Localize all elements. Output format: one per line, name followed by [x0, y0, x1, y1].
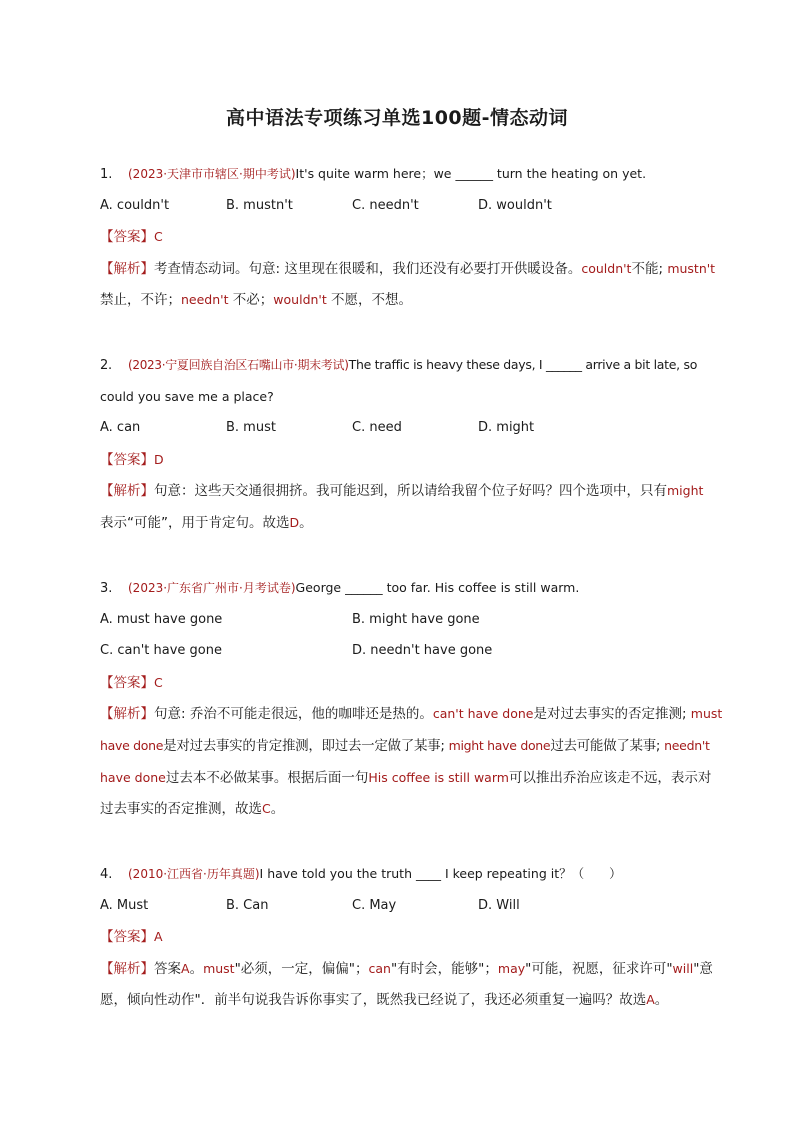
question-stem	[100, 572, 722, 604]
analysis-line	[100, 984, 722, 1016]
question-text: It's quite warm here；we ______ turn the heating on yet.	[295, 166, 647, 181]
keyword: can't have done	[432, 706, 534, 722]
analysis-text: 句意: 乔治不可能走很远，他的咖啡还是热的。	[154, 706, 433, 723]
question-source: (2023·天津市市辖区·期中考试)	[128, 167, 296, 181]
analysis-text: 过去事实的否定推测，故选	[100, 801, 262, 818]
option-d[interactable]: D. needn't have gone	[352, 643, 493, 659]
options-row	[100, 635, 722, 667]
keyword: must	[203, 960, 235, 976]
question-text: The traffic is heavy these days, I ______ arrive a bit late, so	[348, 357, 698, 372]
question-stem-continued	[100, 381, 722, 413]
analysis-text: 。	[654, 992, 669, 1009]
analysis-text: 。	[299, 514, 313, 531]
answer-tag: 【答案】	[100, 674, 154, 691]
option-a[interactable]: A. must have gone	[100, 611, 223, 627]
analysis-text: 不必；	[228, 292, 274, 309]
question-3	[100, 572, 722, 825]
analysis-tag: 【解析】	[100, 706, 154, 723]
answer-line	[100, 221, 722, 253]
question-number: 3.	[100, 581, 113, 596]
question-text: could you save me a place?	[100, 388, 274, 404]
keyword: may	[497, 960, 526, 976]
answer-value: C	[154, 674, 163, 690]
analysis-text: 不能;	[631, 260, 668, 277]
option-b[interactable]: B. Can	[226, 897, 269, 913]
analysis-text: 可以推出乔治应该走不远，表示对	[508, 769, 712, 786]
question-4	[100, 858, 722, 1016]
option-a[interactable]: A. can	[100, 420, 141, 436]
analysis-line	[100, 762, 722, 794]
analysis-text: "必须，一定，偏偏"；	[234, 960, 369, 977]
question-source: (2010·江西省·历年真题)	[128, 867, 260, 881]
analysis-line	[100, 253, 722, 285]
keyword: couldn't	[581, 260, 632, 276]
option-b[interactable]: B. mustn't	[226, 197, 293, 213]
analysis-tag: 【解析】	[100, 260, 154, 277]
option-b[interactable]: B. must	[226, 420, 276, 436]
answer-value: A	[154, 929, 163, 945]
options-row	[100, 890, 722, 922]
question-text: I have told you the truth ____ I keep repeating it？（ ）	[259, 866, 622, 881]
analysis-text: "意	[693, 960, 713, 977]
analysis-text: "可能，祝愿，征求许可"	[525, 960, 673, 977]
analysis-text: 答案	[154, 960, 181, 977]
question-2	[100, 349, 722, 539]
analysis-line	[100, 698, 722, 730]
answer-line	[100, 667, 722, 699]
keyword: might have done	[448, 737, 551, 753]
answer-tag: 【答案】	[100, 229, 154, 246]
question-number: 1.	[100, 167, 113, 182]
analysis-text: 禁止，不许；	[100, 292, 181, 309]
option-b[interactable]: B. might have gone	[352, 611, 480, 627]
option-c[interactable]: C. need	[352, 420, 402, 436]
keyword: might	[667, 483, 704, 499]
question-stem	[100, 349, 722, 381]
answer-tag: 【答案】	[100, 451, 154, 468]
option-c[interactable]: C. can't have gone	[100, 643, 222, 659]
analysis-text: 过去本不必做某事。根据后面一句	[165, 769, 369, 786]
keyword: A	[646, 992, 655, 1008]
answer-line	[100, 921, 722, 953]
keyword: needn't	[181, 292, 229, 308]
analysis-tag: 【解析】	[100, 483, 154, 500]
answer-value: C	[154, 229, 163, 245]
analysis-text: "有时会，能够"；	[390, 960, 498, 977]
option-d[interactable]: D. might	[478, 420, 535, 436]
analysis-text: 是对过去事实的否定推测;	[533, 706, 691, 723]
answer-value: D	[154, 451, 164, 467]
answer-tag: 【答案】	[100, 929, 154, 946]
question-stem	[100, 858, 722, 890]
keyword: have done	[100, 737, 164, 753]
option-a[interactable]: A. couldn't	[100, 197, 170, 213]
analysis-line	[100, 730, 722, 762]
options-row	[100, 412, 722, 444]
option-a[interactable]: A. Must	[100, 897, 149, 913]
analysis-tag: 【解析】	[100, 960, 154, 977]
question-1	[100, 158, 722, 316]
analysis-text: 。	[189, 960, 204, 977]
analysis-text: 。	[270, 801, 285, 818]
options-row	[100, 604, 722, 636]
option-c[interactable]: C. May	[352, 897, 397, 913]
analysis-line	[100, 953, 722, 985]
analysis-text: 句意：这些天交通很拥挤。我可能迟到，所以请给我留个位子好吗？四个选项中，只有	[154, 483, 667, 500]
question-source: (2023·广东省广州市·月考试卷)	[128, 581, 296, 595]
keyword: must	[690, 706, 723, 722]
keyword: C	[262, 801, 271, 817]
question-source: (2023·宁夏回族自治区石嘴山市·期末考试)	[128, 358, 349, 372]
analysis-text: 愿，倾向性动作"．前半句说我告诉你事实了，既然我已经说了，我还必须重复一遍吗？故选	[100, 992, 647, 1009]
page-title: 高中语法专项练习单选100题-情态动词	[225, 107, 569, 129]
analysis-line	[100, 475, 722, 507]
analysis-text: 表示“可能”，用于肯定句。故选	[100, 514, 290, 531]
keyword: His coffee is still warm	[368, 769, 509, 785]
option-c[interactable]: C. needn't	[352, 197, 419, 213]
keyword: D	[289, 514, 300, 530]
keyword: A	[181, 960, 190, 976]
keyword: wouldn't	[273, 292, 327, 308]
analysis-text: 是对过去事实的肯定推测，即过去一定做了某事;	[163, 737, 449, 754]
question-number: 4.	[100, 867, 113, 882]
answer-line	[100, 444, 722, 476]
option-d[interactable]: D. Will	[478, 897, 520, 913]
options-row	[100, 190, 722, 222]
analysis-text: 考查情态动词。句意: 这里现在很暖和，我们还没有必要打开供暖设备。	[154, 260, 582, 277]
question-stem	[100, 158, 722, 190]
question-text: George ______ too far. His coffee is still warm.	[295, 580, 580, 595]
analysis-text: 过去可能做了某事;	[550, 737, 665, 754]
keyword: will	[672, 960, 694, 976]
keyword: mustn't	[667, 260, 716, 276]
analysis-text: 不愿，不想。	[326, 292, 413, 309]
keyword: have done	[100, 769, 166, 785]
analysis-line	[100, 793, 722, 825]
keyword: can	[368, 960, 391, 976]
keyword: needn't	[664, 737, 710, 753]
analysis-line	[100, 507, 722, 539]
question-number: 2.	[100, 358, 112, 373]
analysis-line	[100, 284, 722, 316]
option-d[interactable]: D. wouldn't	[478, 197, 552, 213]
